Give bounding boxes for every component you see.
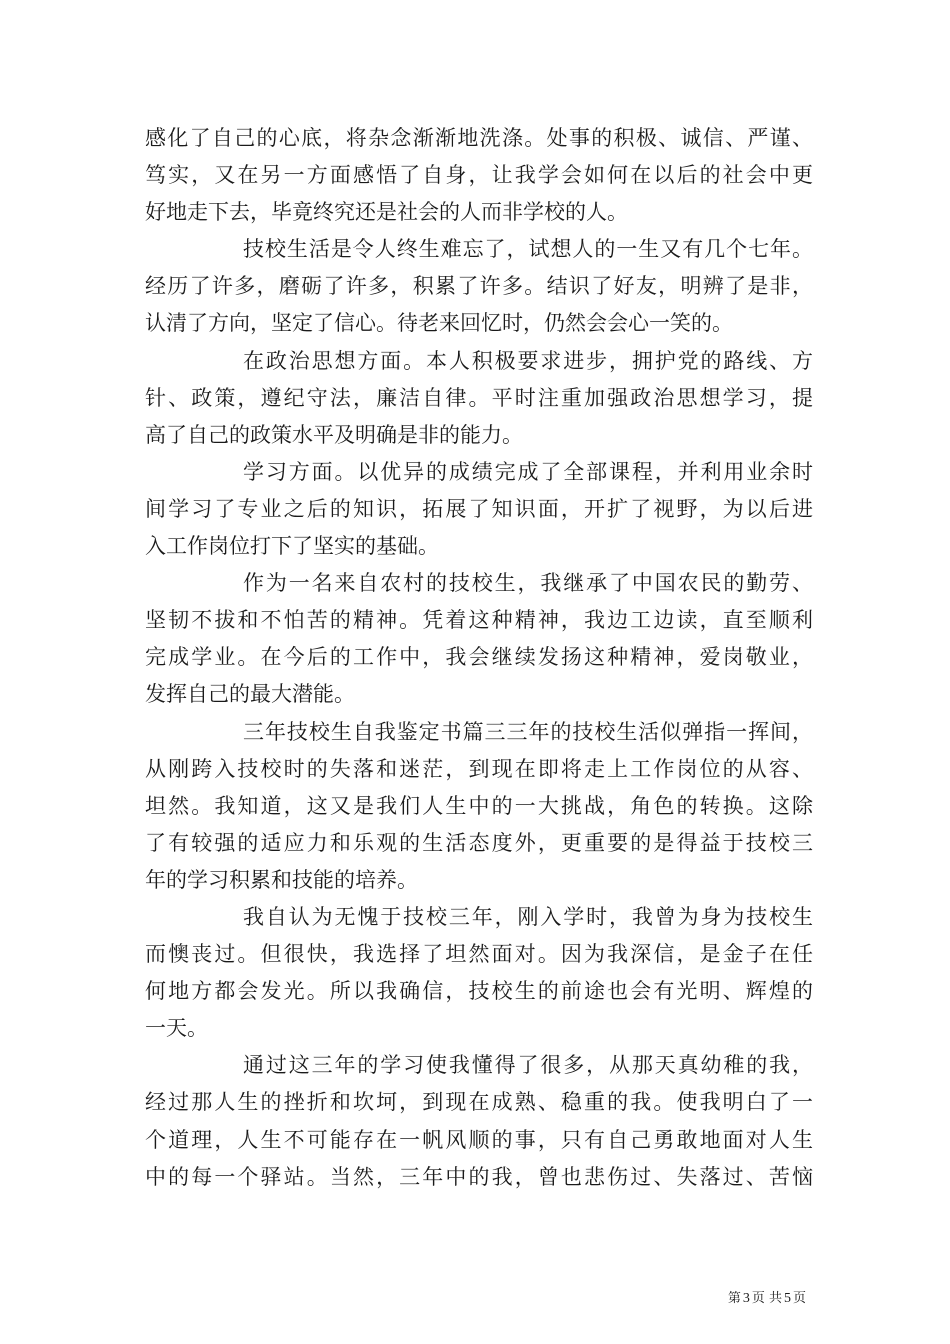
text-line: 在政治思想方面。本人积极要求进步，拥护党的路线、方 <box>243 348 813 373</box>
text-line: 技校生活是令人终生难忘了，试想人的一生又有几个七年。 <box>243 237 813 262</box>
text-line: 通过这三年的学习使我懂得了很多，从那天真幼稚的我， <box>243 1053 813 1078</box>
current-page-number: 3 <box>742 1291 750 1306</box>
text-line: 经历了许多，磨砺了许多，积累了许多。结识了好友，明辨了是非， <box>145 274 813 299</box>
paragraph-2 <box>145 231 813 342</box>
page-number-footer <box>728 1287 806 1307</box>
text-line: 了有较强的适应力和乐观的生活态度外，更重要的是得益于技校三 <box>145 830 813 855</box>
total-pages-number: 5 <box>783 1291 791 1306</box>
text-line: 发挥自己的最大潜能。 <box>145 682 355 707</box>
paragraph-1 <box>145 120 813 231</box>
footer-suffix: 页 <box>792 1291 806 1306</box>
text-line: 坚韧不拔和不怕苦的精神。凭着这种精神，我边工边读，直至顺利 <box>145 608 813 633</box>
paragraph-3 <box>145 343 813 454</box>
text-line: 学习方面。以优异的成绩完成了全部课程，并利用业余时 <box>243 459 813 484</box>
text-line: 个道理，人生不可能存在一帆风顺的事，只有自己勇敢地面对人生 <box>145 1127 813 1152</box>
text-line: 而懊丧过。但很快，我选择了坦然面对。因为我深信，是金子在任 <box>145 942 813 967</box>
footer-middle: 页 共 <box>751 1291 782 1306</box>
text-line: 认清了方向，坚定了信心。待老来回忆时，仍然会会心一笑的。 <box>145 311 733 336</box>
text-line: 完成学业。在今后的工作中，我会继续发扬这种精神，爱岗敬业， <box>145 645 813 670</box>
text-line: 间学习了专业之后的知识，拓展了知识面，开扩了视野，为以后进 <box>145 496 813 521</box>
text-line: 经过那人生的挫折和坎坷，到现在成熟、稳重的我。使我明白了一 <box>145 1090 813 1115</box>
text-line: 入工作岗位打下了坚实的基础。 <box>145 534 439 559</box>
paragraph-8 <box>145 1047 813 1195</box>
document-body <box>145 120 813 1196</box>
text-line: 针、政策，遵纪守法，廉洁自律。平时注重加强政治思想学习，提 <box>145 385 813 410</box>
paragraph-6 <box>145 714 813 899</box>
text-line: 年的学习积累和技能的培养。 <box>145 867 418 892</box>
text-line: 我自认为无愧于技校三年，刚入学时，我曾为身为技校生 <box>243 904 813 929</box>
text-line: 何地方都会发光。所以我确信，技校生的前途也会有光明、辉煌的 <box>145 979 813 1004</box>
text-line: 从刚跨入技校时的失落和迷茫，到现在即将走上工作岗位的从容、 <box>145 756 813 781</box>
text-line: 坦然。我知道，这又是我们人生中的一大挑战，角色的转换。这除 <box>145 793 813 818</box>
text-line: 三年技校生自我鉴定书篇三三年的技校生活似弹指一挥间， <box>243 719 813 744</box>
paragraph-7 <box>145 899 813 1047</box>
text-line: 中的每一个驿站。当然，三年中的我，曾也悲伤过、失落过、苦恼 <box>145 1164 813 1189</box>
text-line: 好地走下去，毕竟终究还是社会的人而非学校的人。 <box>145 200 628 225</box>
footer-prefix: 第 <box>727 1291 741 1306</box>
text-line: 作为一名来自农村的技校生，我继承了中国农民的勤劳、 <box>243 571 813 596</box>
text-line: 笃实，又在另一方面感悟了自身，让我学会如何在以后的社会中更 <box>145 163 813 188</box>
text-line: 一天。 <box>145 1016 208 1041</box>
text-line: 感化了自己的心底，将杂念渐渐地洗涤。处事的积极、诚信、严谨、 <box>145 126 813 150</box>
text-line: 高了自己的政策水平及明确是非的能力。 <box>145 422 523 447</box>
paragraph-4 <box>145 454 813 565</box>
paragraph-5 <box>145 565 813 713</box>
